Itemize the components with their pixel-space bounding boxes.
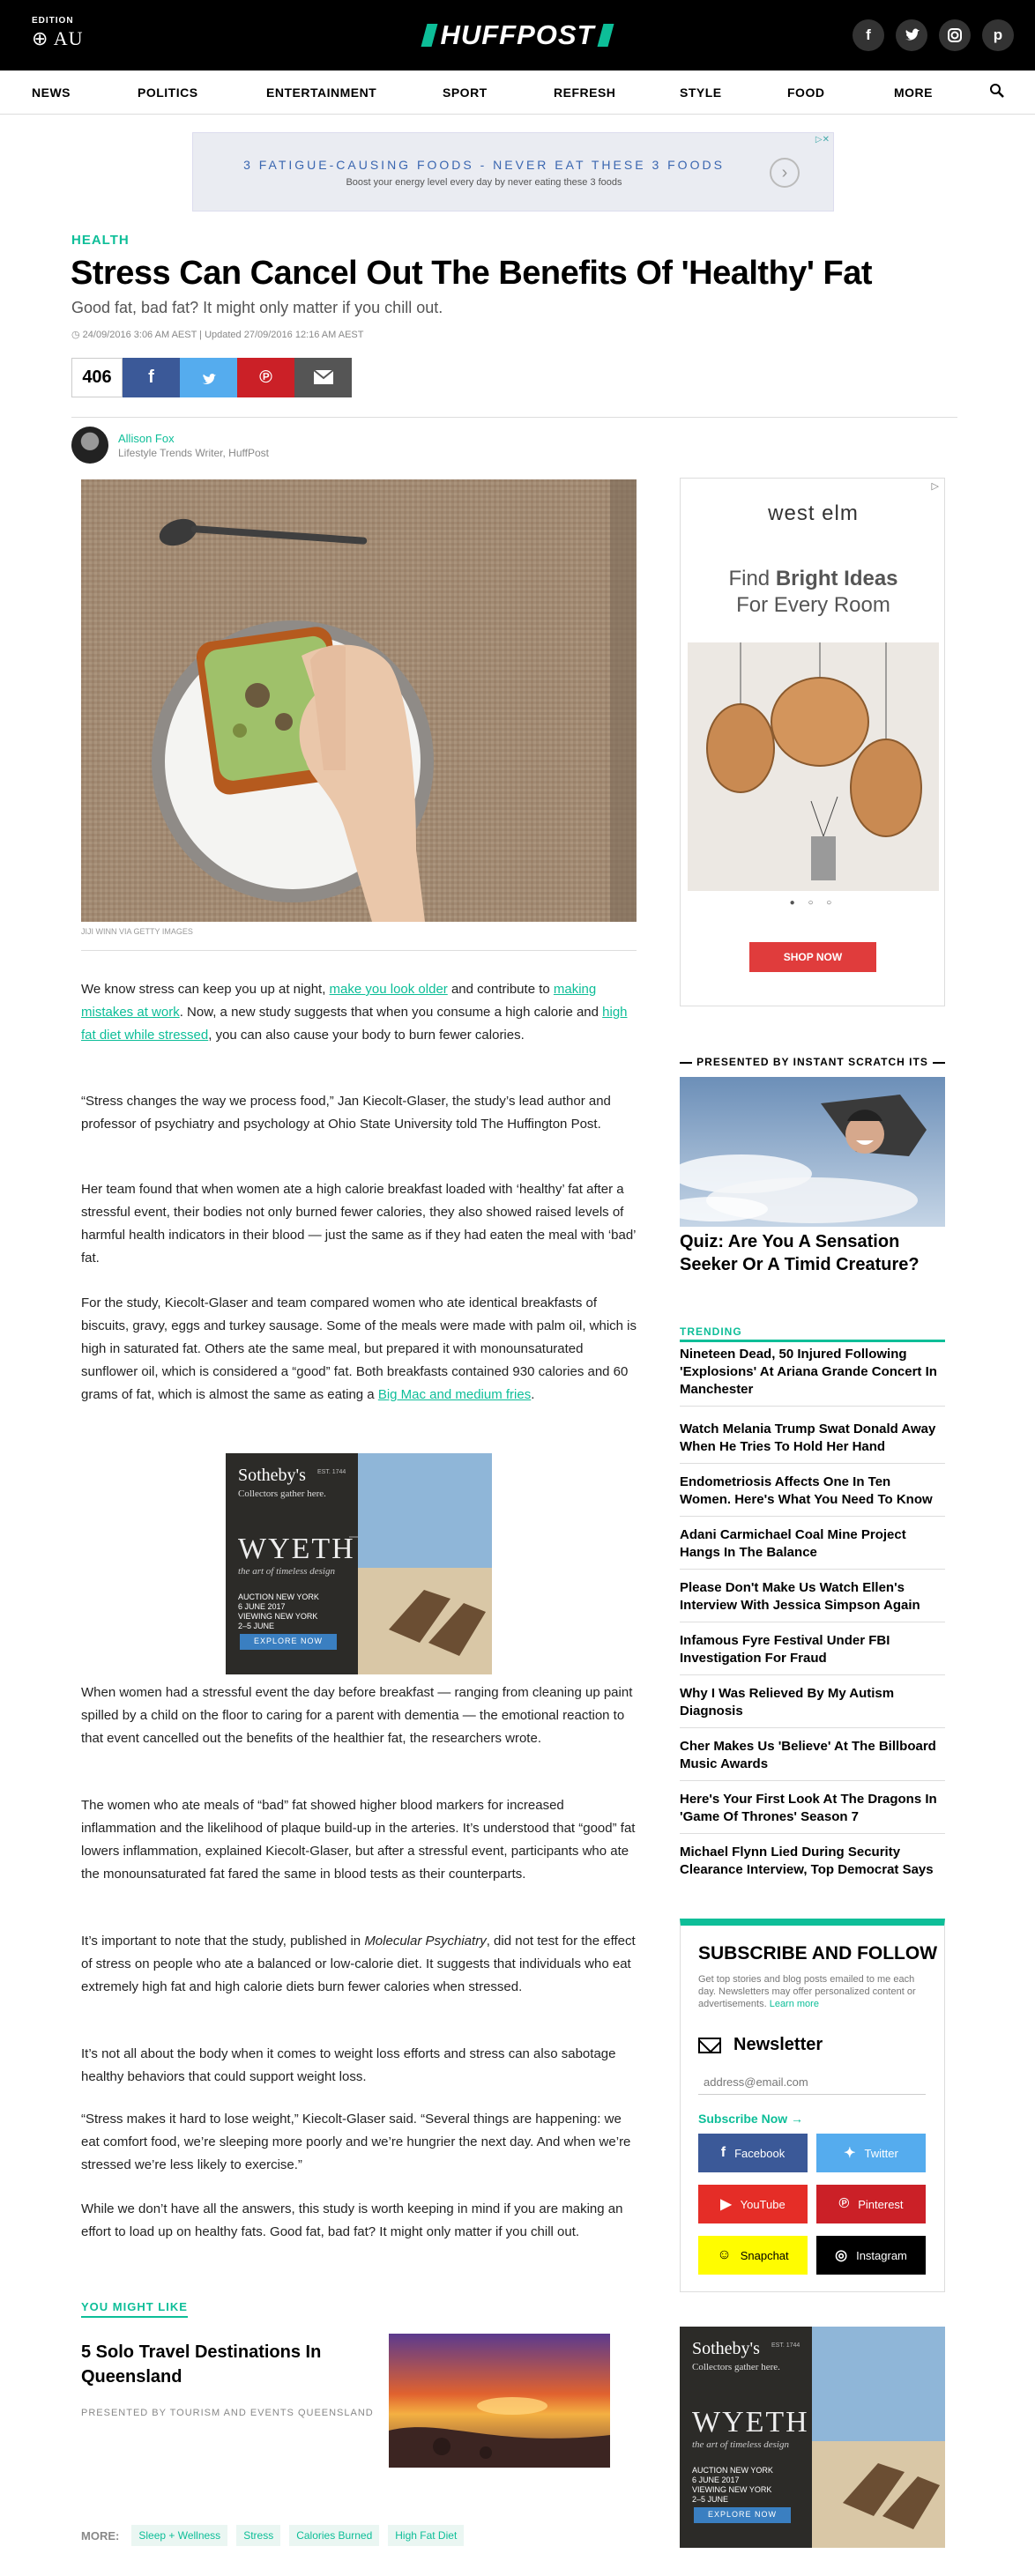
trending-item[interactable]: Why I Was Relieved By My Autism Diagnosis	[680, 1685, 945, 1728]
tag-link[interactable]: Sleep + Wellness	[131, 2525, 227, 2546]
author-role: Lifestyle Trends Writer, HuffPost	[118, 447, 269, 459]
article-paragraph: The women who ate meals of “bad” fat showed higher blood markers for increased inflammation and the likelihood of plaque build-up in the arteries. It’s understood that “good” fat lowers inflammation, explained Kiecolt-Glaser, but after a stressful event, participants who ate the monounsaturated fat fared the same in blood tests as their counterparts.	[81, 1798, 636, 1882]
ad-title: WYETH	[238, 1533, 355, 1565]
email-icon	[314, 370, 333, 384]
chevron-right-icon[interactable]: ›	[770, 158, 800, 188]
article-paragraph: We know stress can keep you up at night, make you look older and contribute to making mistakes at work. Now, a new study suggests that when you consume a high calorie and high fat diet while stressed, you can also cause your body to burn fewer calories.	[81, 982, 628, 1043]
newsletter-heading: Newsletter	[698, 2035, 823, 2055]
nav-food[interactable]: FOOD	[787, 85, 825, 100]
follow-facebook-button[interactable]: f Facebook	[698, 2134, 808, 2172]
trending-item[interactable]: Here's Your First Look At The Dragons In 'Game Of Thrones' Season 7	[680, 1791, 945, 1834]
tag-link[interactable]: Calories Burned	[289, 2525, 379, 2546]
top-banner-ad[interactable]	[192, 132, 834, 212]
nav-sport[interactable]: SPORT	[443, 85, 488, 100]
follow-pinterest-button[interactable]: ℗ Pinterest	[816, 2185, 926, 2223]
article-paragraph: “Stress changes the way we process food,” Jan Kiecolt-Glaser, the study’s lead author and professor of psychiatry and psychology at Ohio State University told The Huffington Post.	[81, 1094, 611, 1132]
ad-headline: 3 FATIGUE-CAUSING FOODS - NEVER EAT THESE 3 FOODS	[243, 158, 725, 172]
sothebys-inline-ad[interactable]	[226, 1453, 492, 1674]
adchoices-icon[interactable]: ▷✕	[815, 135, 830, 145]
nav-news[interactable]: NEWS	[32, 85, 71, 100]
facebook-icon: f	[148, 367, 154, 387]
trending-item[interactable]: Please Don't Make Us Watch Ellen's Interview With Jessica Simpson Again	[680, 1579, 945, 1622]
article-subhead: Good fat, bad fat? It might only matter if you chill out.	[71, 299, 443, 316]
trending-item[interactable]: Michael Flynn Lied During Security Clearance Interview, Top Democrat Says	[680, 1845, 934, 1877]
subscribe-description: Get top stories and blog posts emailed to me each day. Newsletters may offer personalized content or advertisements. Learn more	[698, 1974, 916, 2009]
divider	[71, 417, 957, 418]
ad-image	[688, 642, 939, 891]
edition-value: ⊕ AU	[32, 27, 84, 49]
ad-headline: Find Bright Ideas	[728, 567, 898, 590]
subscribe-box	[680, 1919, 945, 2292]
nav-more[interactable]: MORE	[894, 85, 933, 100]
nav-refresh[interactable]: REFRESH	[554, 85, 616, 100]
ad-dates: AUCTION NEW YORK 6 JUNE 2017 VIEWING NEW YORK 2–5 JUNE	[238, 1592, 319, 1630]
subscribe-now-button[interactable]: Subscribe Now →	[698, 2112, 804, 2126]
author-name[interactable]: Allison Fox	[118, 432, 175, 445]
article-paragraph: Her team found that when women ate a high calorie breakfast loaded with ‘healthy’ fat after a stressful event, their bodies not only burned fewer calories, they also showed raised levels of harmful health indicators in their blood — just the same as if they had eaten the meal with ‘bad’ fat.	[81, 1182, 636, 1266]
tag-link[interactable]: Stress	[236, 2525, 280, 2546]
trending-label: TRENDING	[680, 1325, 945, 1342]
inline-link[interactable]: making mistakes at work	[81, 982, 597, 1020]
carousel-dots[interactable]: ● ○ ○	[789, 898, 838, 908]
ad-tagline: Collectors gather here.	[238, 1488, 326, 1499]
inline-link[interactable]: high fat diet while stressed	[81, 1005, 628, 1043]
follow-snapchat-button[interactable]: ☺ Snapchat	[698, 2236, 808, 2275]
nav-politics[interactable]: POLITICS	[138, 85, 198, 100]
play-icon: ▶	[720, 2197, 732, 2212]
adchoices-icon[interactable]: ▷	[931, 481, 939, 492]
email-field[interactable]: address@email.com	[698, 2068, 926, 2095]
trending-item[interactable]: Endometriosis Affects One In Ten Women. Here's What You Need To Know	[680, 1474, 945, 1517]
ad-since: EST. 1744	[317, 1469, 346, 1475]
article-main-image	[81, 479, 637, 922]
facebook-icon[interactable]: f	[853, 19, 884, 51]
subscribe-title: SUBSCRIBE AND FOLLOW	[698, 1943, 938, 1964]
author-avatar[interactable]	[71, 427, 108, 464]
pinterest-icon: ℗	[838, 2196, 850, 2211]
trending-item[interactable]: Cher Makes Us 'Believe' At The Billboard Music Awards	[680, 1738, 945, 1781]
you-might-like-label: YOU MIGHT LIKE	[81, 2300, 188, 2318]
main-nav	[0, 71, 1035, 115]
ad-brand: Sotheby's	[692, 2339, 760, 2358]
share-pinterest-button[interactable]	[237, 358, 294, 397]
nav-style[interactable]: STYLE	[680, 85, 722, 100]
trending-item[interactable]: Watch Melania Trump Swat Donald Away When He Tries To Hold Her Hand	[680, 1421, 945, 1464]
pinterest-icon[interactable]: p	[982, 19, 1014, 51]
ad-cta-button[interactable]: EXPLORE NOW	[253, 1637, 323, 1645]
logo-bar-right	[597, 24, 614, 47]
trending-item[interactable]: Infamous Fyre Festival Under FBI Investigation For Fraud	[680, 1632, 945, 1675]
article-paragraph: When women had a stressful event the day before breakfast — ranging from cleaning up paint spilled by a child on the floor to caring for a parent with dementia — the emotional reaction to that event cancelled out the benefits of the healthier fat, the researchers wrote.	[81, 1685, 633, 1746]
trending-item[interactable]: Adani Carmichael Coal Mine Project Hangs In The Balance	[680, 1526, 945, 1570]
twitter-icon[interactable]	[896, 19, 927, 51]
recommended-image[interactable]	[389, 2334, 610, 2468]
instagram-icon[interactable]	[939, 19, 971, 51]
logo-bar-left	[421, 24, 438, 47]
label-rule	[680, 1062, 692, 1064]
ad-tagline: Collectors gather here.	[692, 2362, 780, 2372]
logo-text: HUFFPOST	[440, 19, 595, 50]
twitter-icon: ✦	[844, 2146, 856, 2161]
image-credit: JIJI WINN VIA GETTY IMAGES	[81, 927, 193, 936]
share-facebook-button[interactable]	[123, 358, 180, 397]
follow-twitter-button[interactable]: ✦ Twitter	[816, 2134, 926, 2172]
nav-entertainment[interactable]: ENTERTAINMENT	[266, 85, 377, 100]
article-dateline: ◷ 24/09/2016 3:06 AM AEST | Updated 27/09/2016 12:16 AM AEST	[71, 330, 364, 340]
ad-title: WYETH	[692, 2406, 809, 2439]
divider	[81, 950, 637, 951]
share-twitter-button[interactable]	[180, 358, 237, 397]
section-label[interactable]: HEALTH	[71, 233, 130, 248]
learn-more-link[interactable]: Learn more	[769, 1999, 819, 2009]
edition-label: EDITION	[32, 16, 74, 26]
more-label: MORE:	[81, 2528, 120, 2543]
ghost-icon: ☺	[717, 2247, 732, 2262]
search-icon[interactable]	[989, 83, 1005, 103]
label-rule	[933, 1062, 945, 1064]
article-paragraph: While we don’t have all the answers, this study is worth keeping in mind if you are making an effort to load up on healthy fats. Good fat, bad fat? It might only matter if you chill out.	[81, 2201, 623, 2239]
ad-subline: Boost your energy level every day by never eating these 3 foods	[346, 177, 622, 188]
pinterest-icon: ℗	[259, 367, 272, 387]
ad-subtitle: the art of timeless design	[238, 1566, 335, 1577]
ad-subheadline: For Every Room	[736, 593, 890, 617]
top-bar	[0, 0, 1035, 71]
tag-link[interactable]: High Fat Diet	[388, 2525, 464, 2546]
instagram-icon: ◎	[835, 2248, 848, 2263]
trending-item[interactable]: Nineteen Dead, 50 Injured Following 'Explosions' At Ariana Grande Concert In Manchester	[680, 1346, 945, 1407]
quiz-title[interactable]: Quiz: Are You A Sensation Seeker Or A Timid Creature?	[680, 1232, 920, 1274]
inline-link[interactable]: Big Mac and medium fries	[377, 1387, 532, 1402]
ad-brand: Sotheby's	[238, 1466, 306, 1485]
envelope-icon	[698, 2038, 721, 2053]
shop-now-button[interactable]: SHOP NOW	[749, 942, 876, 972]
recommended-sponsor: PRESENTED BY TOURISM AND EVENTS QUEENSLAND	[81, 2408, 374, 2418]
west-elm-ad[interactable]	[680, 478, 945, 1006]
ad-since: EST. 1744	[771, 2342, 800, 2349]
share-bar	[71, 358, 352, 397]
ad-subtitle: the art of timeless design	[692, 2439, 789, 2450]
follow-instagram-button[interactable]: ◎ Instagram	[816, 2236, 926, 2275]
huffpost-logo[interactable]	[408, 19, 627, 51]
twitter-icon	[199, 368, 219, 388]
article-paragraph: For the study, Kiecolt-Glaser and team compared women who ate identical breakfasts of biscuits, gravy, eggs and turkey sausage. Some of the meals were made with palm oil, which is high in saturated fat. Others ate the same meal, but prepared it with monounsaturated sunflower oil, which is considered a “good” fat. Both breakfasts contained 930 calories and 60 grams of fat, which is almost the same as eating a Big Mac and medium fries.	[81, 1295, 637, 1402]
sponsored-label: PRESENTED BY INSTANT SCRATCH ITS	[680, 1056, 945, 1068]
sothebys-sidebar-ad[interactable]	[680, 2327, 945, 2548]
ad-cta-button[interactable]: EXPLORE NOW	[707, 2510, 777, 2519]
inline-link[interactable]: make you look older	[329, 982, 448, 997]
ad-dates: AUCTION NEW YORK 6 JUNE 2017 VIEWING NEW YORK 2–5 JUNE	[692, 2466, 773, 2504]
quiz-image[interactable]	[680, 1077, 945, 1227]
share-count: 406	[71, 358, 123, 397]
article-paragraph: It’s not all about the body when it comes to weight loss efforts and stress can also sabotage healthy behaviors that could support weight loss.	[81, 2046, 616, 2084]
follow-youtube-button[interactable]: ▶ YouTube	[698, 2185, 808, 2223]
recommended-title[interactable]: 5 Solo Travel Destinations In Queensland	[81, 2342, 322, 2387]
article-paragraph: “Stress makes it hard to lose weight,” Kiecolt-Glaser said. “Several things are happening: we eat comfort food, we’re sleeping more poorly and we’re hungrier the next day. And when we’re stressed we’re less likely to exercise.”	[81, 2112, 631, 2172]
facebook-icon: f	[720, 2145, 726, 2160]
ad-brand: west elm	[768, 501, 859, 525]
article-paragraph: It’s important to note that the study, published in Molecular Psychiatry, did not test for the effect of stress on people who ate a balanced or low-calorie diet. It suggests that individuals who eat extremely high fat and high calorie diets burn fewer calories when stressed.	[81, 1934, 636, 1994]
share-email-button[interactable]	[294, 358, 352, 397]
edition-selector[interactable]	[32, 16, 84, 50]
more-tags	[81, 2525, 473, 2546]
article-headline: Stress Can Cancel Out The Benefits Of 'Healthy' Fat	[71, 255, 873, 292]
